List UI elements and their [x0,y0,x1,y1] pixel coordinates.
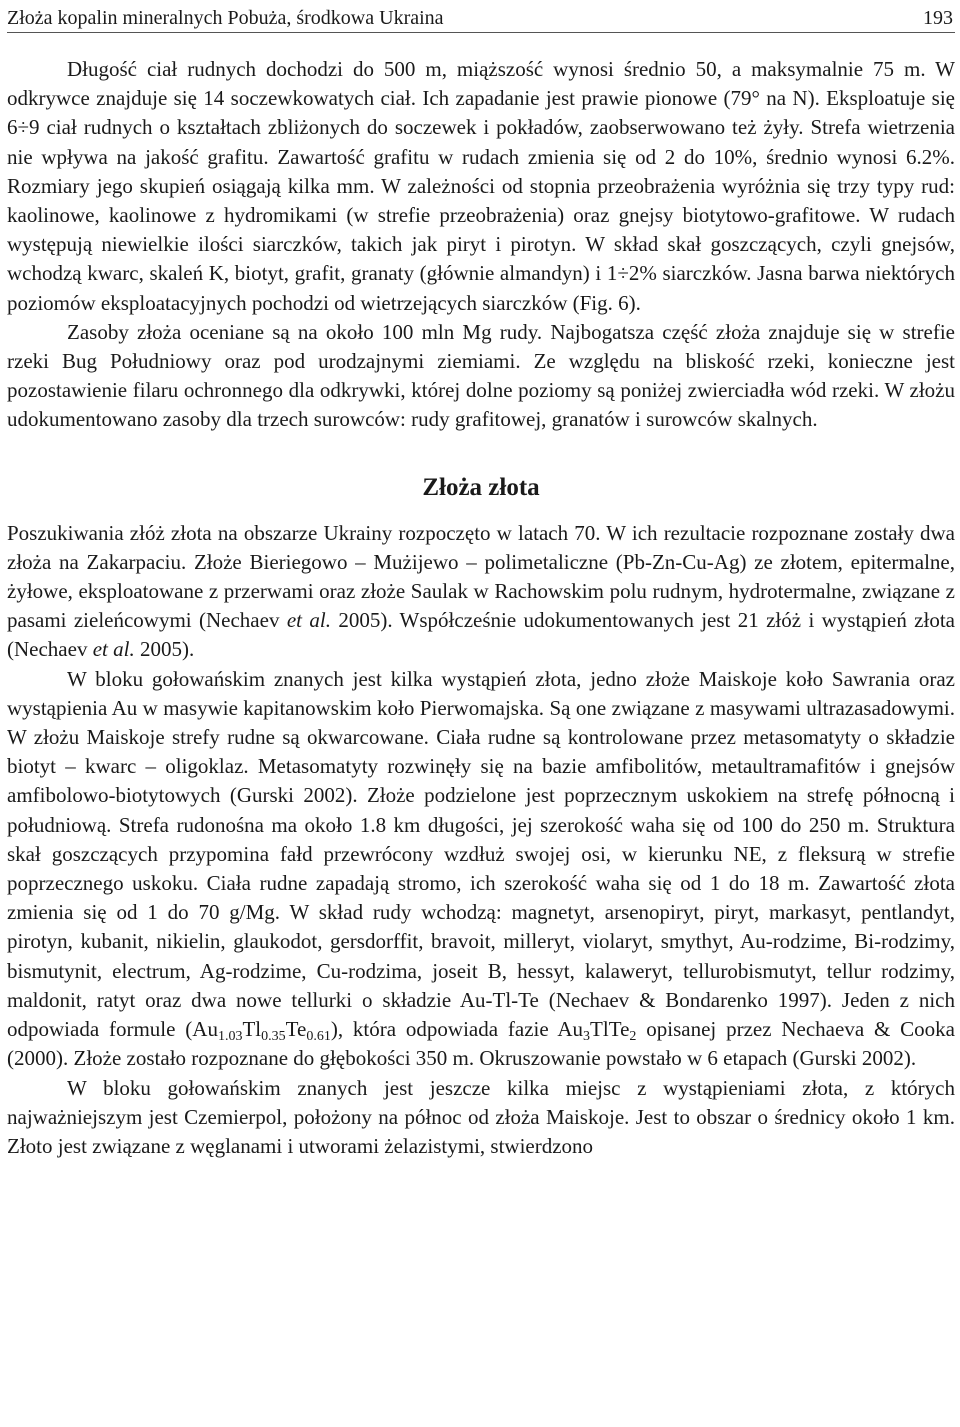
text-run: ), która odpowiada fazie Au [330,1017,584,1042]
citation-etal: et al. [286,608,331,633]
running-header [7,0,955,33]
subscript: 0.61 [306,1029,331,1045]
page-number: 193 [923,7,953,29]
paragraph: Zasoby złoża oceniane są na około 100 mln Mg rudy. Najbogatsza część złoża znajduje się w strefie rzeki Bug Południowy oraz pod urodzajnymi ziemiami. Ze względu na bliskość rzeki, konieczne jest pozostawienie filaru ochronnego dla odkrywki, której dolne poziomy są poniżej zwierciadła wód rzeki. W złożu udokumentowano zasoby dla trzech surowców: rudy grafitowej, granatów i surowców skalnych. [7,319,955,432]
body-text [7,55,955,1161]
subscript: 1.03 [217,1029,243,1045]
running-title: Złoża kopalin mineralnych Pobuża, środkowa Ukraina [7,7,444,29]
subscript: 0.35 [261,1029,286,1045]
text-run: Te [285,1017,307,1042]
text-run: Poszukiwania złóż złota na obszarze Ukrainy rozpoczęto w latach 70. W ich rezultacie rozpoznane zostały dwa złoża na Zakarpaciu. Złoże Bieriegowo – Mużijewo – polimetaliczne (Pb-Zn-Cu-Ag) ze złotem, epitermalne, żyłowe, eksploatowane z przerwami oraz złoże Saulak w Rachowskim polu rudnym, hydrotermalne, związane z pasami zieleńcowymi (Nechaev [7,520,955,633]
paragraph: W bloku gołowańskim znanych jest jeszcze kilka miejsc z wystąpieniami złota, z których najważniejszym jest Czemierpol, położony na północ od złoża Maiskoje. Jest to obszar o średnicy około 1 km. Złoto jest związane z węglanami i utworami żelazistymi, stwierdzono [7,1075,955,1158]
paragraph: Długość ciał rudnych dochodzi do 500 m, miąższość wynosi średnio 50, a maksymalnie 75 m. W odkrywce znajduje się 14 soczewkowatych ciał. Ich zapadanie jest prawie pionowe (79° na N). Eksploatuje się 6÷9 ciał rudnych o kształtach zbliżonych do soczewek i pokładów, zaobserwowano też żyły. Strefa wietrzenia nie wpływa na jakość grafitu. Zawartość grafitu w rudach zmienia się od 2 do 10%, średnio wynosi 6.2%. Rozmiary jego skupień osiągają kilka mm. W zależności od stopnia przeobrażenia wyróżnia się trzy typy rud: kaolinowe, kaolinowe z hydromikami (w strefie przeobrażenia) oraz gnejsy biotytowo-grafitowe. W rudach występują niewielkie ilości siarczków, takich jak piryt i pirotyn. W skład skał goszczących, czyli gnejsów, wchodzą kwarc, skaleń K, biotyt, grafit, granaty (głównie almandyn) i 1÷2% siarczków. Jasna barwa niektórych poziomów eksploatacyjnych pochodzi od wietrzejących siarczków (Fig. 6). [7,57,955,315]
text-run: W bloku gołowańskim znanych jest kilka wystąpień złota, jedno złoże Maiskoje koło Sawrania oraz wystąpienia Au w masywie kapitanowskim koło Pierwomajska. Są one związane z masywami ultrazasadowymi. W złożu Maiskoje strefy rudne są okwarcowane. Ciała rudne są kontrolowane przez metasomatyty o składzie biotyt – kwarc – oligoklaz. Metasomatyty rozwinęły się na bazie amfibolitów, metaultramafitów i gnejsów amfibolowo-biotytowych (Gurski 2002). Złoże podzielone jest poprzecznym uskokiem na strefę północną i południową. Strefa rudonośna ma około 1.8 km długości, jej szerokość waha się od 100 do 250 m. Struktura skał goszczących przypomina fałd przewrócony wzdłuż swojej osi, w kierunku NE, z fleksurą w strefie poprzecznego uskoku. Ciała rudne zapadają stromo, ich szerokość waha się od 1 do 18 m. Zawartość złota zmienia się od 1 do 70 g/Mg. W skład rudy wchodzą: magnetyt, arsenopiryt, piryt, markasyt, pentlandyt, pirotyn, kubanit, nikielin, glaukodot, gersdorffit, bravoit, milleryt, violaryt, smythyt, Au-rodzime, Bi-rodzimy, bismutynit, electrum, Ag-rodzime, Cu-rodzima, joseit B, hessyt, kalaweryt, tellurobismutyt, tellur rodzimy, maldonit, ratyt oraz dwa nowe tellurki o składzie Au-Tl-Te (Nechaev & Bondarenko 1997). Jeden z nich odpowiada formule (Au [7,666,955,1042]
paragraph [7,519,955,665]
subscript: 2 [629,1029,637,1045]
subscript: 3 [583,1029,591,1045]
paragraph [7,665,955,1074]
text-run: Tl [242,1017,262,1042]
citation-etal: et al. [92,637,135,662]
text-run: 2005). Współcześnie udokumentowanych jest 21 złóż i wystąpień złota (Nechaev [7,608,955,662]
document-page [7,0,955,1161]
text-run: 2005). [134,637,195,662]
text-run: TlTe [590,1017,630,1042]
text-run: opisanej przez Nechaeva & Cooka (2000). Złoże zostało rozpoznane do głębokości 350 m. Okruszowanie powstało w 6 etapach (Gurski 2002). [7,1017,955,1071]
section-heading: Złoża złota [422,473,540,501]
